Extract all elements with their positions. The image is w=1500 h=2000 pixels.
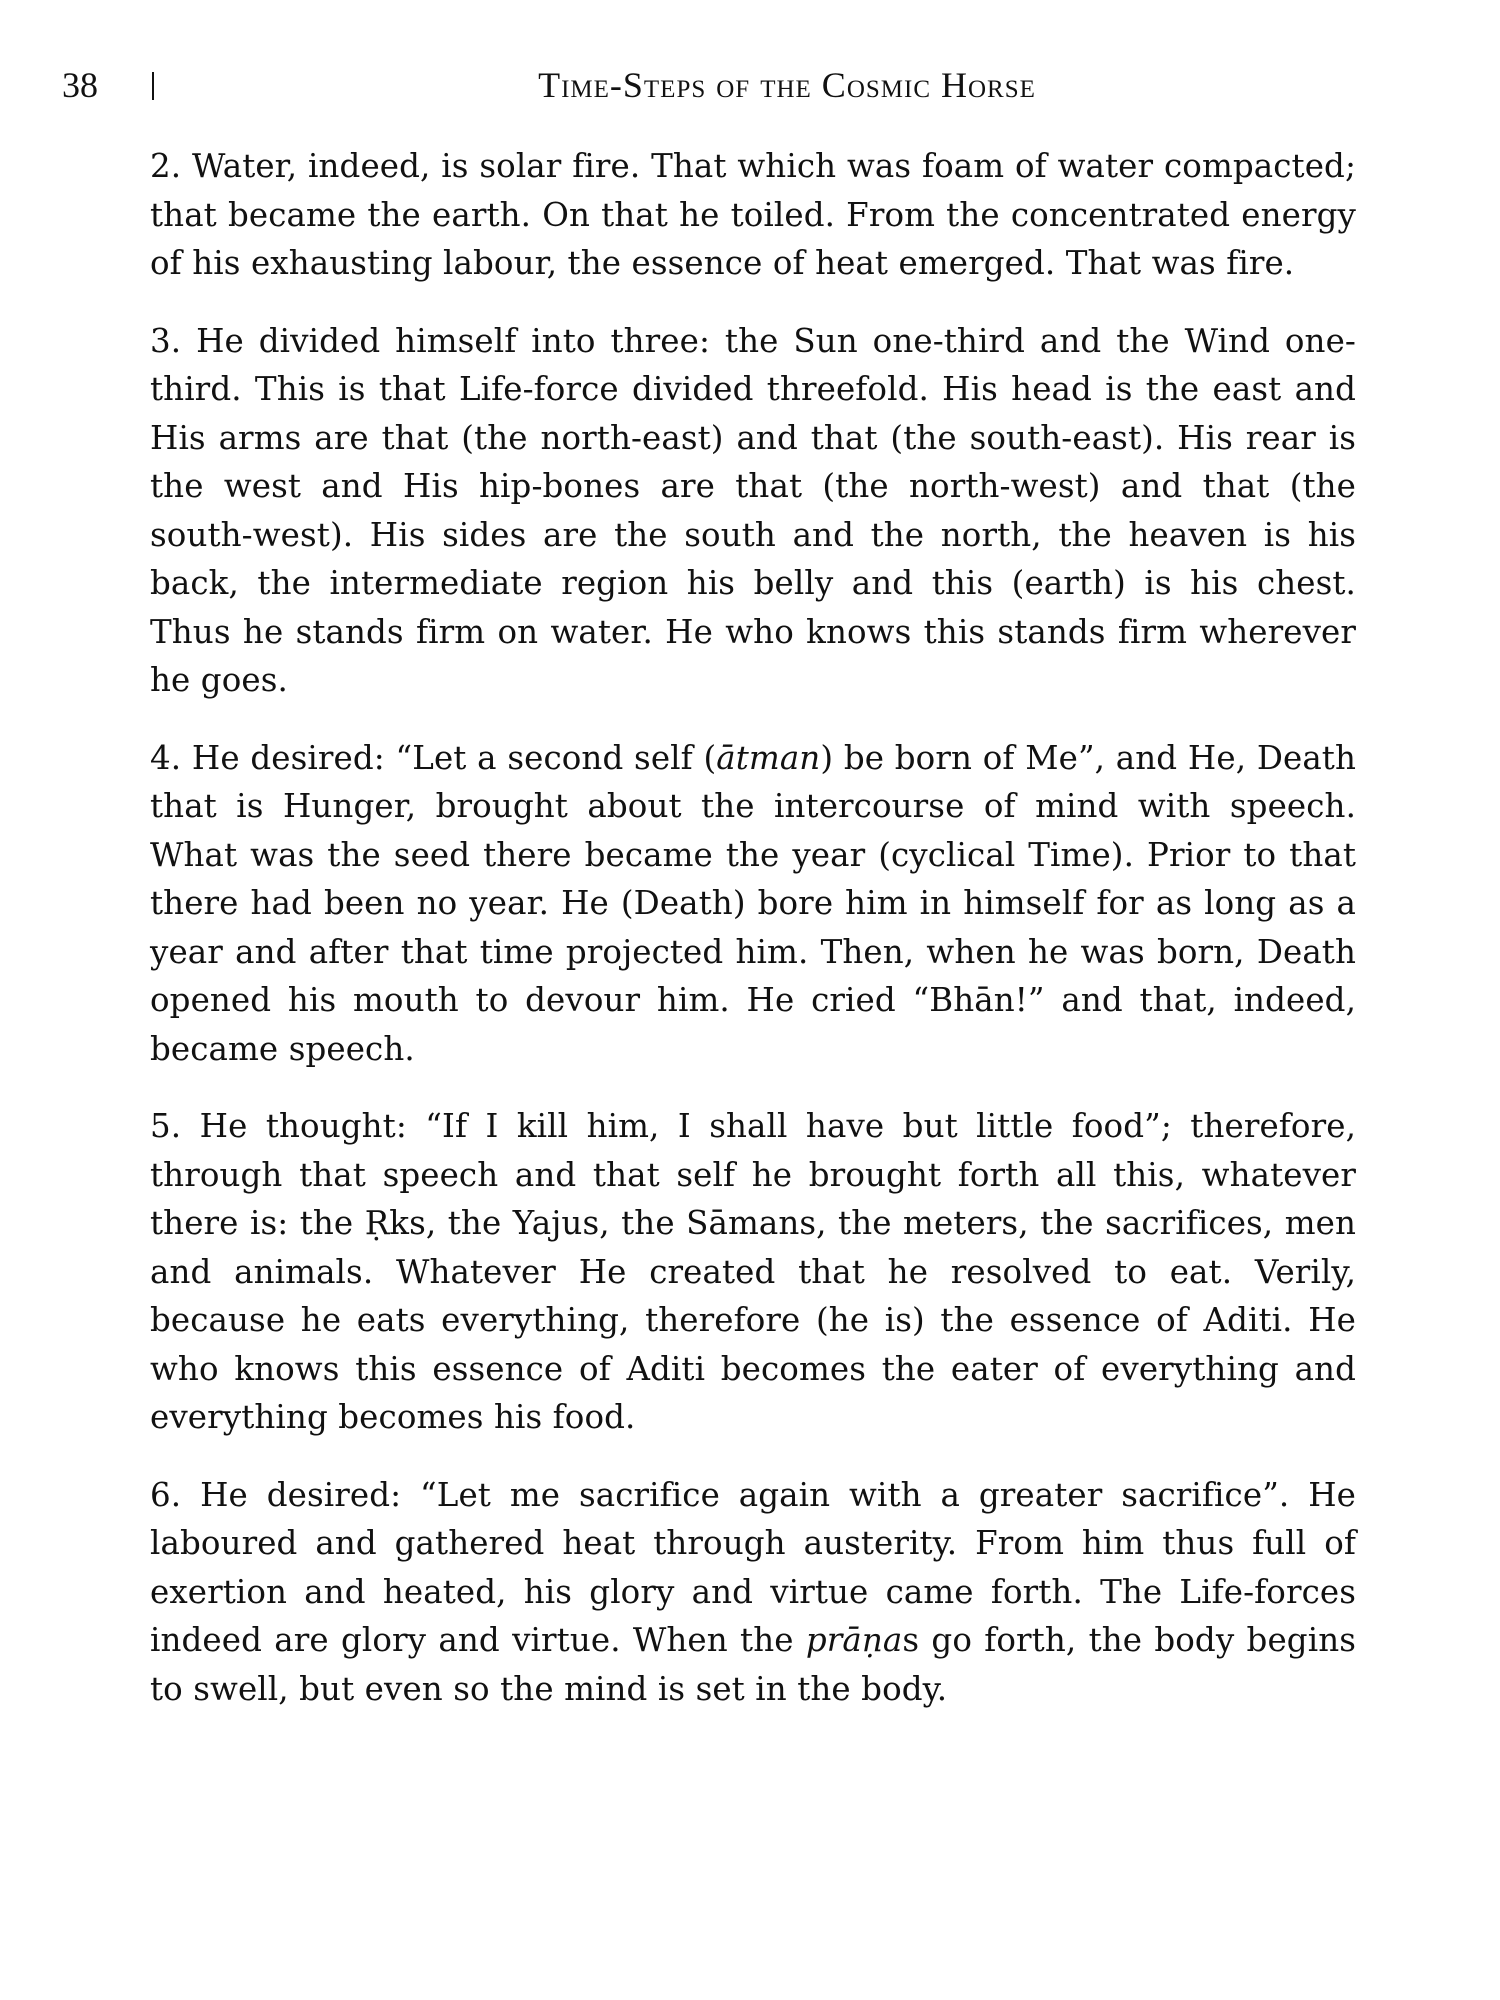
paragraph-3: [150, 317, 1356, 705]
page-header: [62, 60, 1362, 110]
paragraph-6: [150, 1471, 1356, 1714]
italic-term-atman: ātman: [716, 738, 821, 777]
body-text: [150, 142, 1356, 1713]
paragraph-text: 5. He thought: “If I kill him, I shall have but little food”; therefore, through that speech and that self he brought forth all this, whatever there is: the Ṛks, the Yajus, the Sāmans, the meters, the sacrifices, men and animals. Whatever He created that he resolved to eat. Verily, because he eats everything, therefore (he is) the essence of Aditi. He who knows this essence of Aditi becomes the eater of everything and everything becomes his food.: [150, 1107, 1356, 1436]
paragraph-text: 3. He divided himself into three: the Sun one-third and the Wind one-third. This is that Life-force divided threefold. His head is the east and His arms are that (the north-east) and that (the south-east). His rear is the west and His hip-bones are that (the north-west) and that (the south-west). His sides are the south and the north, the heaven is his back, the intermediate region his belly and this (earth) is his chest. Thus he stands firm on water. He who knows this stands firm wherever he goes.: [150, 321, 1356, 699]
italic-term-pranas: prāṇa: [805, 1621, 903, 1659]
paragraph-4: [150, 734, 1356, 1074]
paragraph-text-start: 4. He desired: “Let a second self (: [150, 738, 717, 777]
running-title: Time-Steps of the Cosmic Horse: [538, 65, 1036, 105]
paragraph-5: [150, 1102, 1356, 1442]
header-divider: [152, 72, 154, 100]
paragraph-2: [150, 142, 1356, 288]
page-number: 38: [62, 65, 98, 105]
paragraph-text-start: 6. He desired: “Let me sacrifice again with a greater sacrifice”. He laboured and gathered heat through austerity. From him thus full of exertion and heated, his glory and virtue came forth. The Life-forces indeed are glory and virtue. When the: [150, 1475, 1356, 1659]
paragraph-text-end: ) be born of Me”, and He, Death that is Hunger, brought about the intercourse of mind with speech. What was the seed there became the year (cyclical Time). Prior to that there had been no year. He (Death) bore him in himself for as long as a year and after that time projected him. Then, when he was born, Death opened his mouth to devour him. He cried “Bhān!” and that, indeed, became speech.: [150, 738, 1356, 1068]
paragraph-text-end: s go forth, the body begins to swell, but even so the mind is set in the body.: [150, 1621, 1357, 1708]
paragraph-text: 2. Water, indeed, is solar fire. That which was foam of water compacted; that became the earth. On that he toiled. From the concentrated energy of his exhausting labour, the essence of heat emerged. That was fire.: [150, 147, 1356, 282]
